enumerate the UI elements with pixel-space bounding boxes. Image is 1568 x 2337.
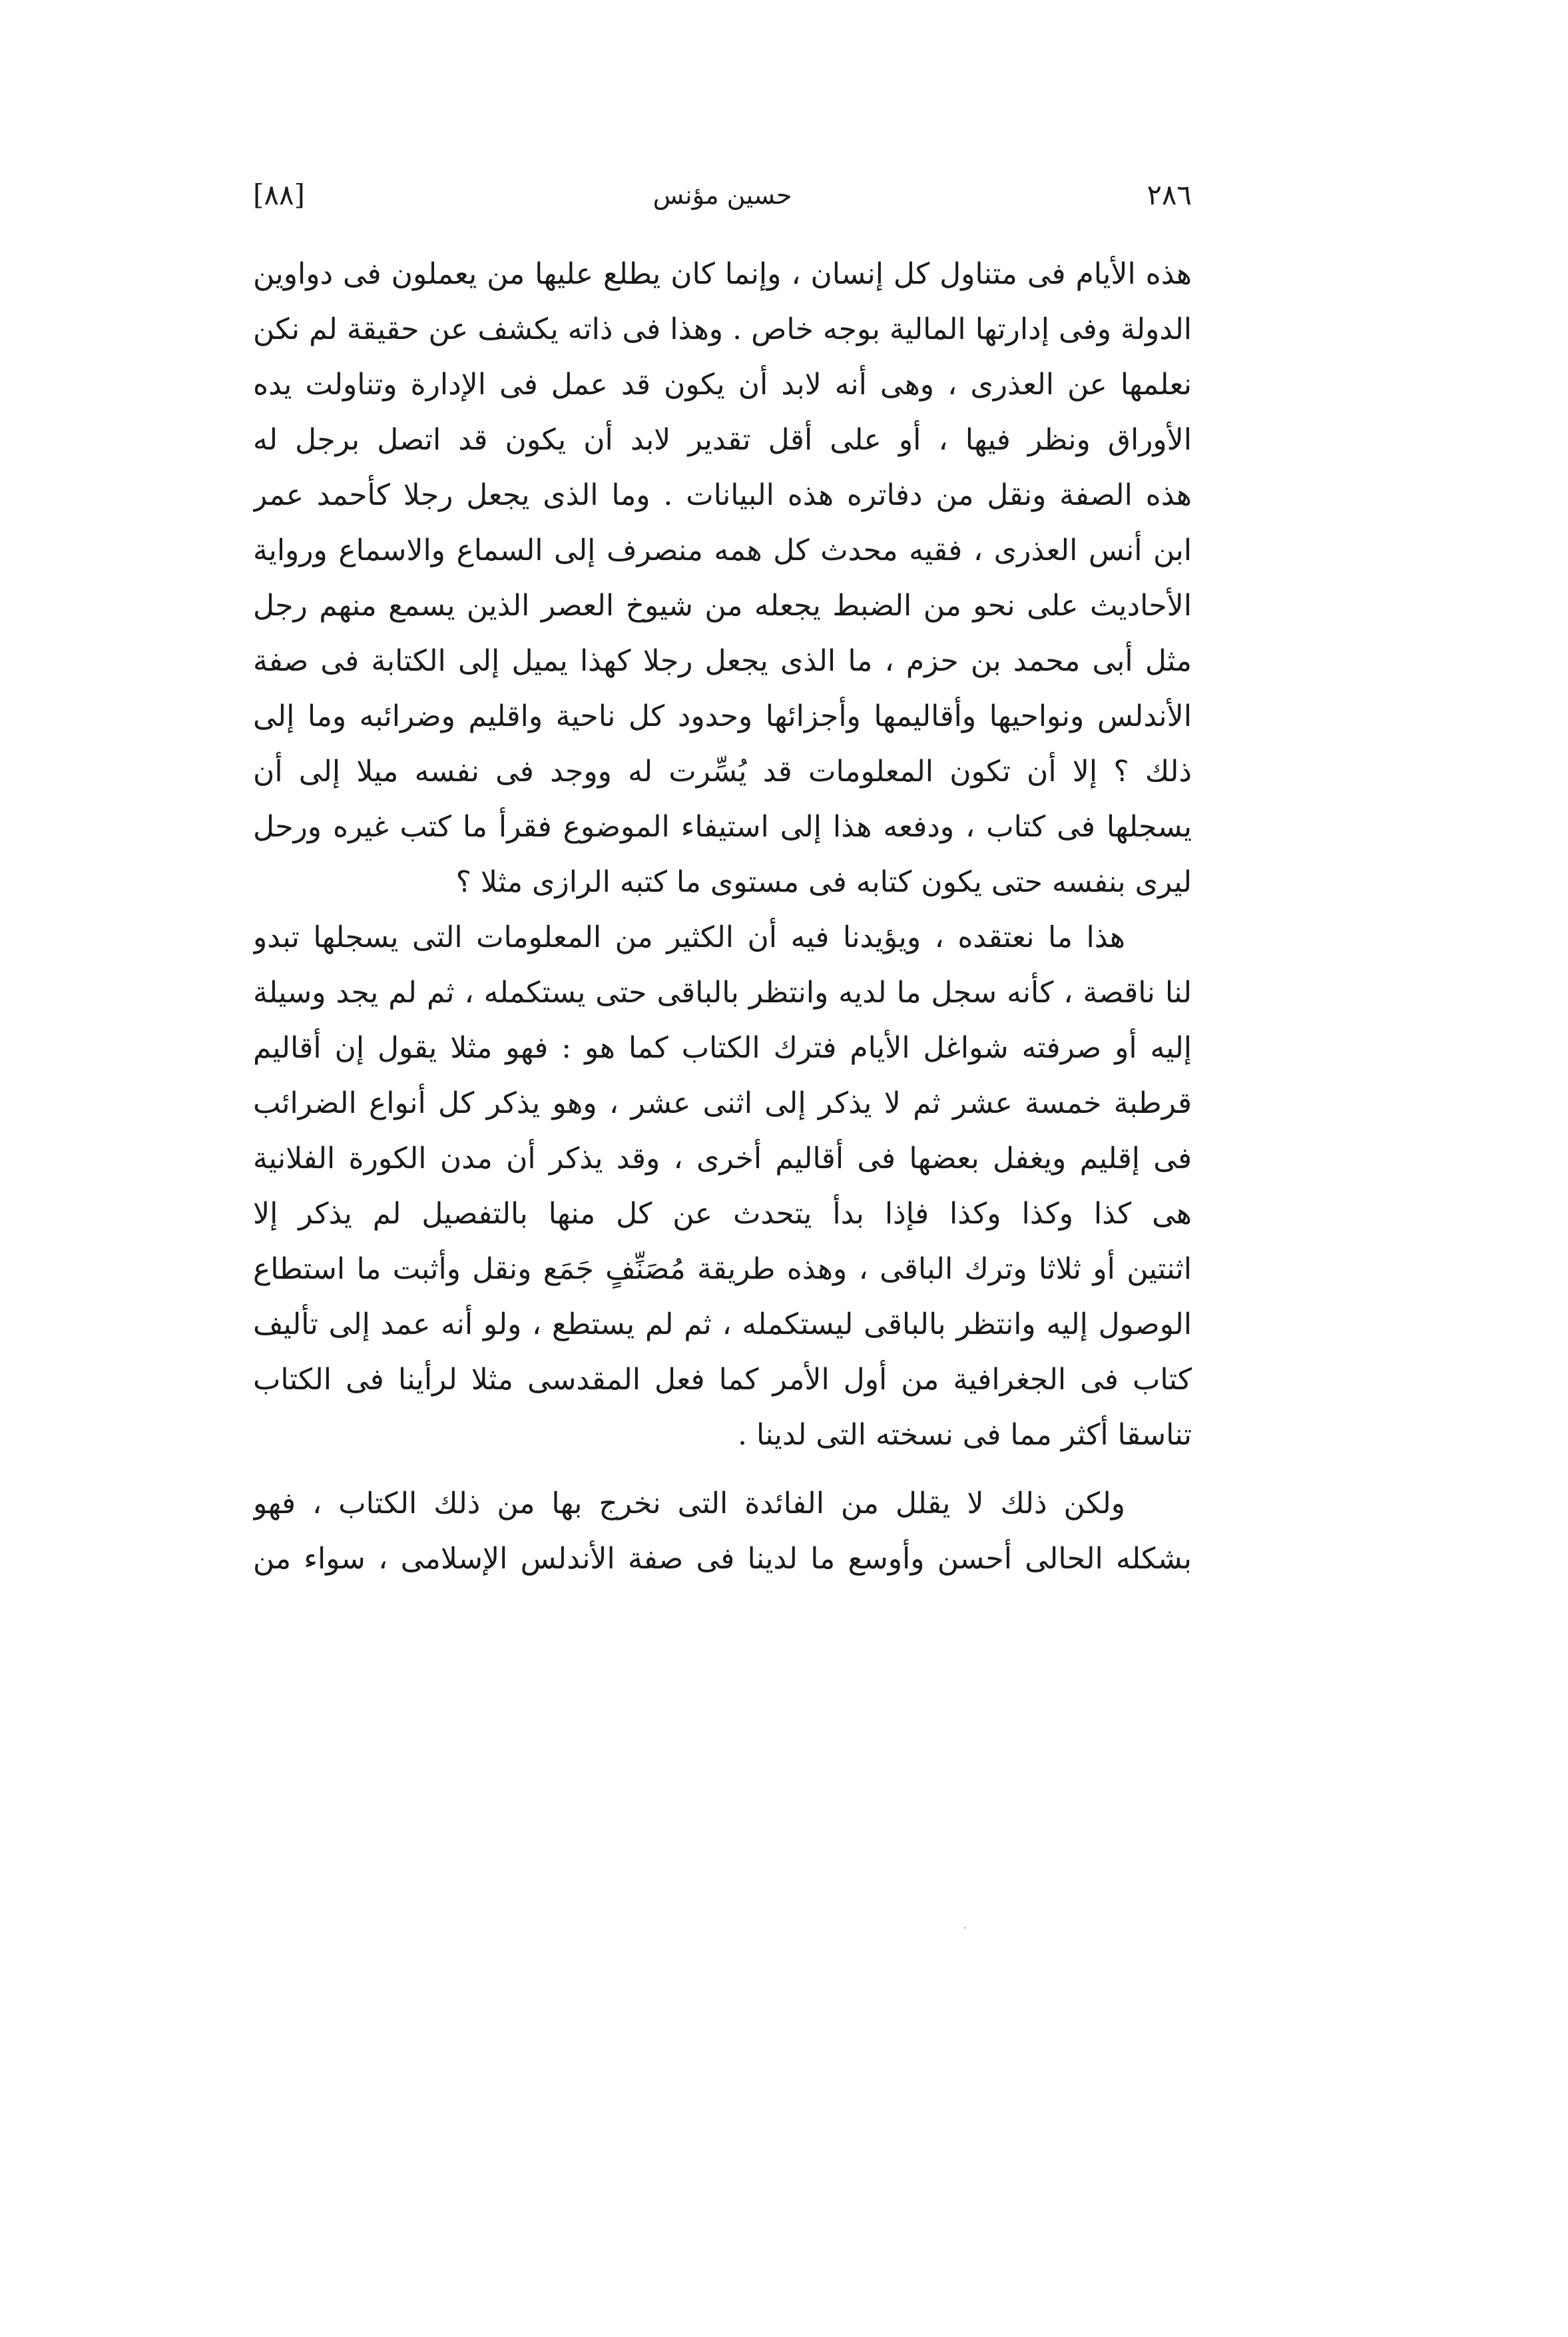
page-number: ٢٨٦ <box>1147 178 1192 211</box>
paragraph-3 <box>253 1476 1192 1586</box>
text-line: كتاب فى الجغرافية من أول الأمر كما فعل المقدسى مثلا لرأينا فى الكتاب <box>253 1363 1192 1397</box>
paragraph-1 <box>253 246 1192 910</box>
text-line: هذه الأيام فى متناول كل إنسان ، وإنما كان يطلع عليها من يعملون فى دواوين <box>253 257 1192 291</box>
text-line: ذلك ؟ إلا أن تكون المعلومات قد يُسِّرت له ووجد فى نفسه ميلا إلى أن <box>253 755 1192 789</box>
body-text <box>253 246 1192 1586</box>
text-line: هذا ما نعتقده ، ويؤيدنا فيه أن الكثير من المعلومات التى يسجلها تبدو <box>253 920 1125 954</box>
text-line: اثنتين أو ثلاثا وترك الباقى ، وهذه طريقة مُصَنِّفٍ جَمَع ونقل وأثبت ما استطاع <box>253 1252 1192 1286</box>
text-line: الأوراق ونظر فيها ، أو على أقل تقدير لابد أن يكون قد اتصل برجل له <box>253 423 1192 457</box>
text-line: قرطبة خمسة عشر ثم لا يذكر إلى اثنى عشر ، وهو يذكر كل أنواع الضرائب <box>253 1086 1192 1120</box>
text-line: تناسقا أكثر مما فى نسخته التى لدينا . <box>738 1418 1192 1452</box>
text-line: لنا ناقصة ، كأنه سجل ما لديه وانتظر بالباقى حتى يستكمله ، ثم لم يجد وسيلة <box>253 976 1192 1010</box>
text-line: ولكن ذلك لا يقلل من الفائدة التى نخرج بها من ذلك الكتاب ، فهو <box>253 1487 1125 1520</box>
text-line: هذه الصفة ونقل من دفاتره هذه البيانات . وما الذى يجعل رجلا كأحمد عمر <box>253 478 1192 512</box>
text-line: بشكله الحالى أحسن وأوسع ما لدينا فى صفة الأندلس الإسلامى ، سواء من <box>253 1542 1192 1576</box>
text-line: الأحاديث على نحو من الضبط يجعله من شيوخ العصر الذين يسمع منهم رجل <box>253 589 1192 623</box>
running-head <box>253 172 1192 218</box>
original-page-reference: [٨٨] <box>253 178 305 211</box>
text-line: الأندلس ونواحيها وأقاليمها وأجزائها وحدود كل ناحية واقليم وضرائبه وما إلى <box>253 699 1192 733</box>
paragraph-gap <box>253 1463 1192 1476</box>
text-line: يسجلها فى كتاب ، ودفعه هذا إلى استيفاء الموضوع فقرأ ما كتب غيره ورحل <box>253 810 1192 844</box>
running-head-title: حسين مؤنس <box>653 180 792 210</box>
text-line: إليه أو صرفته شواغل الأيام فترك الكتاب كما هو : فهو مثلا يقول إن أقاليم <box>253 1031 1192 1065</box>
text-line: مثل أبى محمد بن حزم ، ما الذى يجعل رجلا كهذا يميل إلى الكتابة فى صفة <box>253 644 1192 678</box>
paragraph-2 <box>253 910 1192 1463</box>
text-line: ابن أنس العذرى ، فقيه محدث كل همه منصرف إلى السماع والاسماع ورواية <box>253 533 1192 567</box>
text-line: الوصول إليه وانتظر بالباقى ليستكمله ، ثم لم يستطع ، ولو أنه عمد إلى تأليف <box>253 1307 1192 1341</box>
text-line: هى كذا وكذا وكذا فإذا بدأ يتحدث عن كل منها بالتفصيل لم يذكر إلا <box>253 1197 1192 1231</box>
text-line: الدولة وفى إدارتها المالية بوجه خاص . وهذا فى ذاته يكشف عن حقيقة لم نكن <box>253 312 1192 346</box>
scan-speck <box>964 1927 966 1929</box>
text-line: فى إقليم ويغفل بعضها فى أقاليم أخرى ، وقد يذكر أن مدن الكورة الفلانية <box>253 1142 1192 1175</box>
text-line: نعلمها عن العذرى ، وهى أنه لابد أن يكون قد عمل فى الإدارة وتناولت يده <box>253 368 1192 402</box>
text-line: ليرى بنفسه حتى يكون كتابه فى مستوى ما كتبه الرازى مثلا ؟ <box>455 865 1192 899</box>
